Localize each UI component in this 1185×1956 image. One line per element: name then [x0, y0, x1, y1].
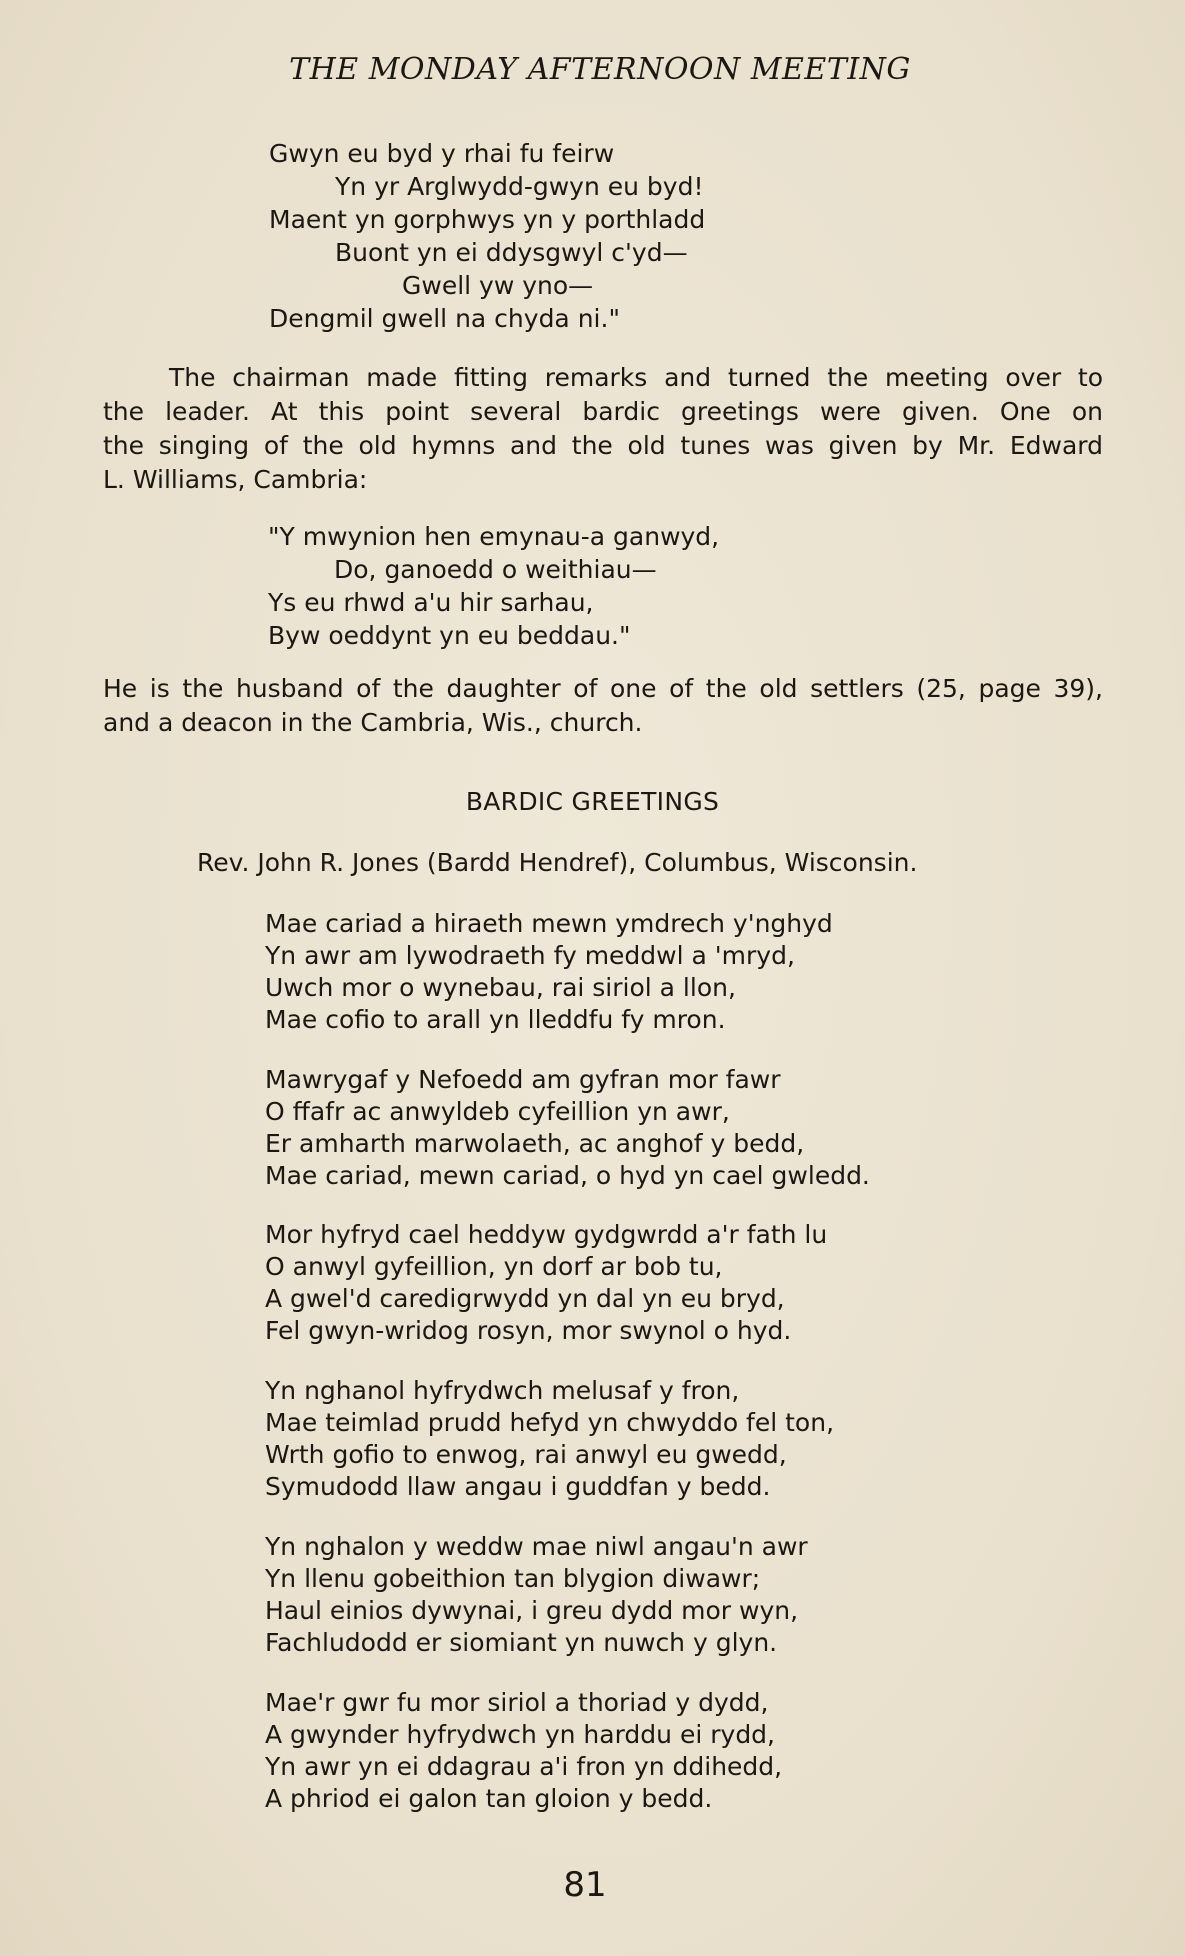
stanza-line: Mae'r gwr fu mor siriol a thoriad y dydd,	[265, 1688, 769, 1717]
paragraph-chairman	[103, 361, 1103, 497]
stanza-line: Yn nghanol hyfrydwch melusaf y fron,	[265, 1376, 740, 1405]
stanza-line: Yn awr yn ei ddagrau a'i fron yn ddihedd,	[265, 1752, 783, 1781]
stanza-line: Haul einios dywynai, i greu dydd mor wyn,	[265, 1596, 799, 1625]
stanza-line: Mae teimlad prudd hefyd yn chwyddo fel ton,	[265, 1408, 835, 1437]
stanza-line: A gwynder hyfrydwch yn harddu ei rydd,	[265, 1720, 775, 1749]
stanza-line: Mawrygaf y Nefoedd am gyfran mor fawr	[265, 1065, 781, 1094]
paragraph-line: the leader. At this point several bardic greetings were given. One on	[103, 397, 1103, 426]
stanza	[265, 1687, 782, 1815]
paragraph-line: and a deacon in the Cambria, Wis., church.	[103, 708, 643, 737]
verse-line: Buont yn ei ddysgwyl c'yd—	[335, 238, 688, 267]
stanza	[265, 1531, 808, 1659]
stanza	[265, 1219, 827, 1347]
page-number: 81	[563, 1865, 607, 1905]
stanza-line: Fel gwyn-wridog rosyn, mor swynol o hyd.	[265, 1316, 792, 1345]
verse-line: "Y mwynion hen emynau-a ganwyd,	[268, 522, 720, 551]
running-head: THE MONDAY AFTERNOON MEETING	[289, 52, 911, 87]
stanza-line: Yn llenu gobeithion tan blygion diwawr;	[265, 1564, 761, 1593]
stanza-line: Symudodd llaw angau i guddfan y bedd.	[265, 1472, 771, 1501]
stanza-line: Mae cariad, mewn cariad, o hyd yn cael gwledd.	[265, 1161, 870, 1190]
stanza-line: Er amharth marwolaeth, ac anghof y bedd,	[265, 1129, 805, 1158]
verse-line: Gwyn eu byd y rhai fu feirw	[269, 139, 615, 168]
paragraph-husband	[103, 672, 1103, 740]
stanza-line: Uwch mor o wynebau, rai siriol a llon,	[265, 973, 736, 1002]
verse-line: Byw oeddynt yn eu beddau."	[268, 621, 631, 650]
byline: Rev. John R. Jones (Bardd Hendref), Columbus, Wisconsin.	[197, 848, 918, 877]
paragraph-line: He is the husband of the daughter of one of the old settlers (25, page 39),	[103, 674, 1103, 703]
stanza	[265, 908, 833, 1036]
section-heading: BARDIC GREETINGS	[465, 787, 720, 816]
stanza-line: Yn nghalon y weddw mae niwl angau'n awr	[265, 1532, 808, 1561]
stanza-line: Mae cofio to arall yn lleddfu fy mron.	[265, 1005, 726, 1034]
stanza	[265, 1064, 870, 1192]
opening-verse	[269, 137, 705, 335]
verse-line: Gwell yw yno—	[402, 271, 594, 300]
stanza-line: Mor hyfryd cael heddyw gydgwrdd a'r fath lu	[265, 1220, 828, 1249]
verse-line: Dengmil gwell na chyda ni."	[269, 304, 620, 333]
stanza-line: Yn awr am lywodraeth fy meddwl a 'mryd,	[265, 941, 795, 970]
hymn-verse	[268, 520, 719, 652]
verse-line: Ys eu rhwd a'u hir sarhau,	[268, 588, 594, 617]
stanza	[265, 1375, 834, 1503]
paragraph-line: The chairman made fitting remarks and turned the meeting over to	[169, 363, 1103, 392]
stanza-line: O ffafr ac anwyldeb cyfeillion yn awr,	[265, 1097, 730, 1126]
verse-line: Yn yr Arglwydd-gwyn eu byd!	[335, 172, 704, 201]
paragraph-line: L. Williams, Cambria:	[103, 465, 368, 494]
stanza-line: Fachludodd er siomiant yn nuwch y glyn.	[265, 1628, 778, 1657]
verse-line: Maent yn gorphwys yn y porthladd	[269, 205, 706, 234]
stanza-line: Wrth gofio to enwog, rai anwyl eu gwedd,	[265, 1440, 787, 1469]
stanza-line: O anwyl gyfeillion, yn dorf ar bob tu,	[265, 1252, 723, 1281]
stanza-line: Mae cariad a hiraeth mewn ymdrech y'nghyd	[265, 909, 833, 938]
stanza-line: A phriod ei galon tan gloion y bedd.	[265, 1784, 713, 1813]
verse-line: Do, ganoedd o weithiau—	[334, 555, 657, 584]
stanza-line: A gwel'd caredigrwydd yn dal yn eu bryd,	[265, 1284, 785, 1313]
paragraph-line: the singing of the old hymns and the old tunes was given by Mr. Edward	[103, 431, 1103, 460]
